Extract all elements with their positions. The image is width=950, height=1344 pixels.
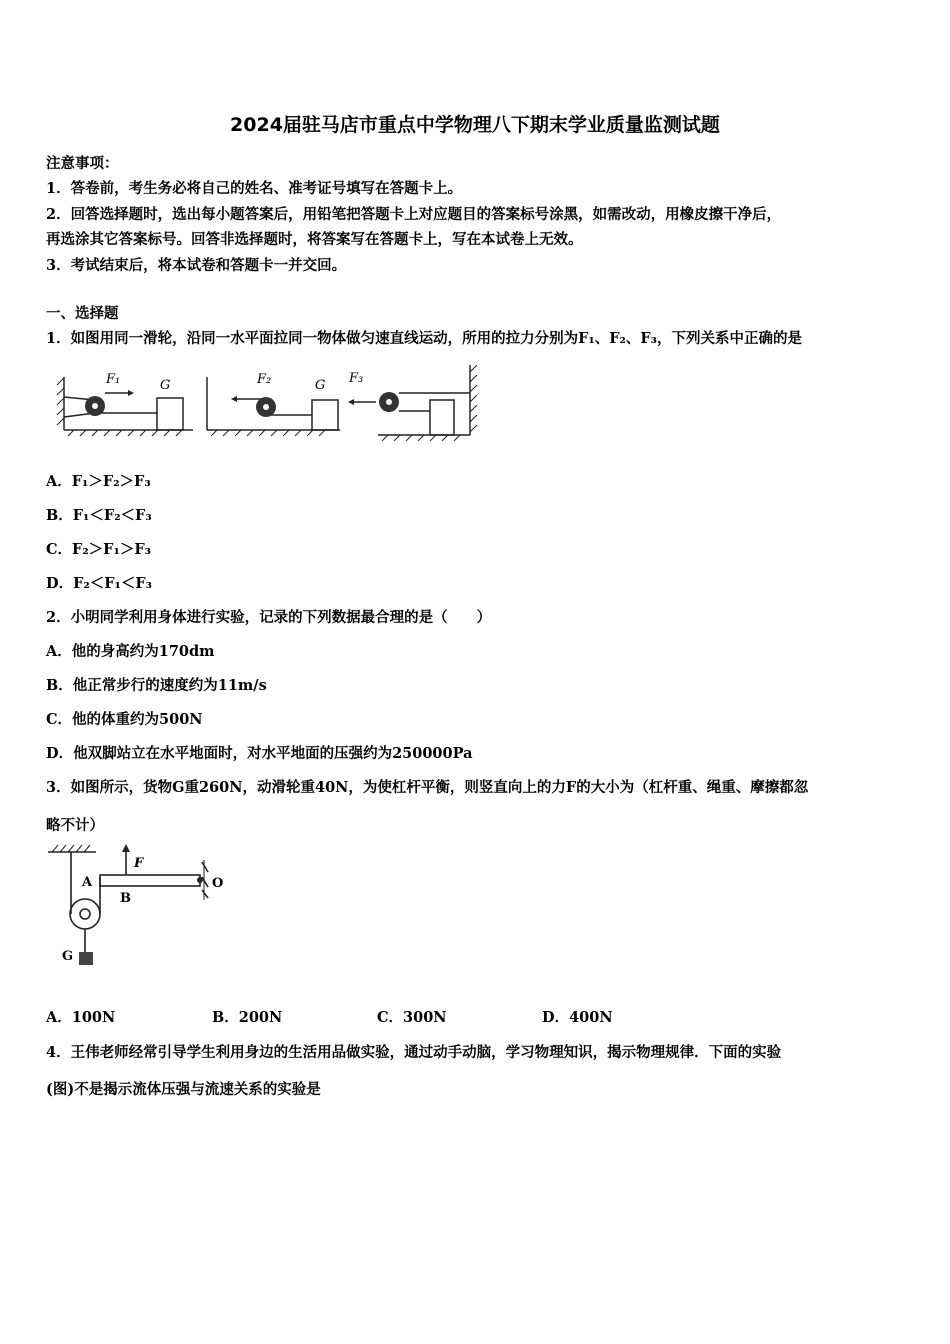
q3-option-c: C．300N: [377, 1009, 447, 1026]
label-point-b: B: [120, 891, 131, 906]
notice-item-2: 2．回答选择题时，选出每小题答案后，用铅笔把答题卡上对应题目的答案标号涂黑，如需改动，用橡皮擦干净后，: [46, 206, 782, 223]
question-2-stem: 2．小明同学利用身体进行实验，记录的下列数据最合理的是（ ）: [46, 609, 492, 626]
question-1-stem: 1．如图用同一滑轮，沿同一水平面拉同一物体做匀速直线运动，所用的拉力分别为F₁、F₂、F₃，下列关系中正确的是: [46, 330, 803, 347]
label-point-a: A: [82, 875, 93, 890]
q1-option-d: D．F₂＜F₁＜F₃: [46, 575, 153, 592]
notice-item-3: 3．考试结束后，将本试卷和答题卡一并交回。: [46, 257, 347, 274]
label-point-o: O: [212, 876, 224, 891]
label-weight-g: G: [62, 949, 74, 964]
q3-option-b: B．200N: [212, 1009, 283, 1026]
question-4-stem-line1: 4．王伟老师经常引导学生利用身边的生活用品做实验，通过动手动脑，学习物理知识，揭示物理规律．下面的实验: [46, 1044, 782, 1061]
q1-option-a: A．F₁＞F₂＞F₃: [46, 473, 151, 490]
label-f2: F₂: [257, 372, 272, 387]
question-3-stem-line2: 略不计）: [46, 817, 104, 834]
notice-item-1: 1．答卷前，考生务必将自己的姓名、准考证号填写在答题卡上。: [46, 180, 463, 197]
label-f3: F₃: [349, 371, 364, 386]
q3-option-a: A．100N: [46, 1009, 116, 1026]
q3-option-d: D．400N: [542, 1009, 613, 1026]
label-g1: G: [160, 378, 171, 393]
label-g2: G: [315, 378, 326, 393]
notice-heading: 注意事项：: [46, 155, 119, 172]
label-force-f: F: [134, 856, 144, 871]
q2-option-d: D．他双脚站立在水平地面时，对水平地面的压强约为250000Pa: [46, 745, 473, 762]
q2-option-a: A．他的身高约为170dm: [46, 643, 215, 660]
q1-option-c: C．F₂＞F₁＞F₃: [46, 541, 151, 558]
lever-figure-q3: [46, 842, 236, 972]
q1-option-b: B．F₁＜F₂＜F₃: [46, 507, 152, 524]
q2-option-b: B．他正常步行的速度约为11m/s: [46, 677, 267, 694]
section-heading: 一、选择题: [46, 305, 119, 322]
notice-item-2-cont: 再选涂其它答案标号。回答非选择题时，将答案写在答题卡上，写在本试卷上无效。: [46, 231, 583, 248]
page-title: 2024届驻马店市重点中学物理八下期末学业质量监测试题: [230, 114, 720, 136]
label-f1: F₁: [106, 372, 121, 387]
pulley-figure-q1: [50, 355, 490, 445]
question-3-stem-line1: 3．如图所示，货物G重260N，动滑轮重40N，为使杠杆平衡，则竖直向上的力F的大小为（杠杆重、绳重、摩擦都忽: [46, 779, 809, 796]
question-4-stem-line2: (图)不是揭示流体压强与流速关系的实验是: [46, 1081, 321, 1098]
q2-option-c: C．他的体重约为500N: [46, 711, 203, 728]
